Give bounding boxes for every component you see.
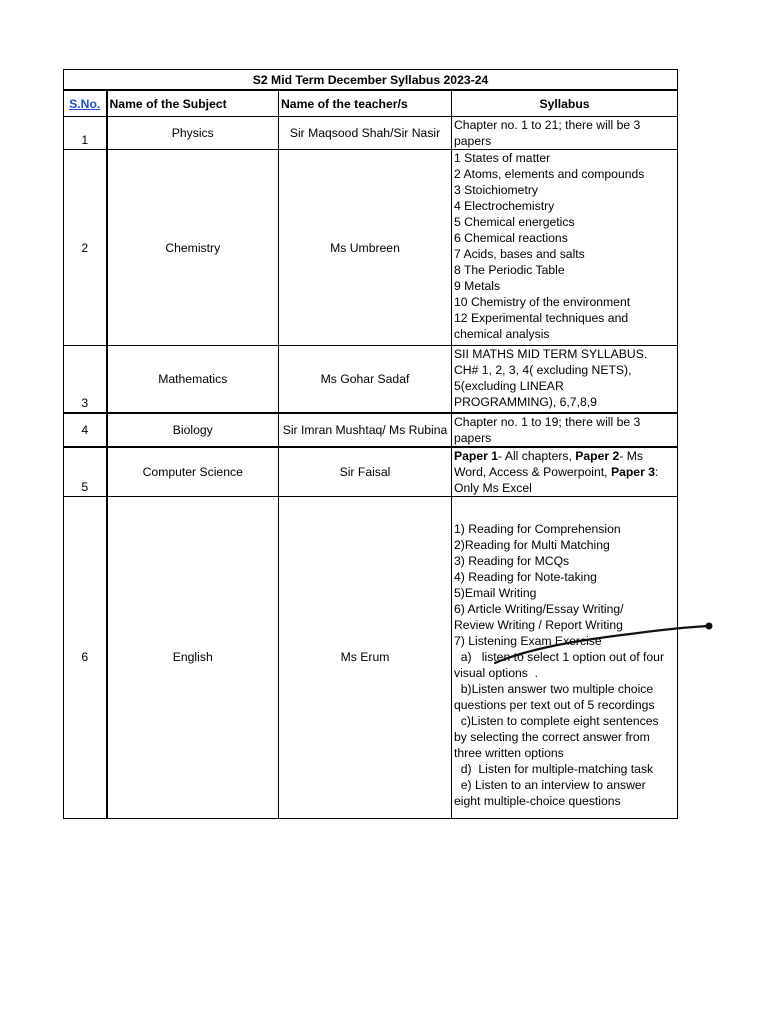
row-syllabus bbox=[452, 413, 678, 447]
syllabus-line: 1 States of matter bbox=[454, 151, 551, 165]
row-teacher: Ms Umbreen bbox=[279, 150, 452, 346]
row-sno: 4 bbox=[64, 413, 107, 447]
table-row bbox=[64, 413, 678, 447]
syllabus-line: by selecting the correct answer from bbox=[454, 729, 650, 744]
row-syllabus bbox=[452, 150, 678, 346]
syllabus-line: chemical analysis bbox=[454, 327, 550, 341]
syllabus-line: 2 Atoms, elements and compounds bbox=[454, 167, 645, 181]
row-teacher: Ms Erum bbox=[279, 496, 452, 818]
header-teacher: Name of the teacher/s bbox=[279, 90, 452, 117]
header-row bbox=[64, 90, 678, 117]
row-subject: English bbox=[107, 496, 279, 818]
syllabus-line: three written options bbox=[454, 745, 564, 760]
row-sno: 2 bbox=[64, 150, 107, 346]
row-sno: 6 bbox=[64, 496, 107, 818]
syllabus-line: b)Listen answer two multiple choice bbox=[454, 681, 654, 696]
syllabus-line: 9 Metals bbox=[454, 279, 501, 293]
syllabus-table bbox=[63, 69, 678, 819]
row-subject: Computer Science bbox=[107, 447, 279, 497]
row-subject: Chemistry bbox=[107, 150, 279, 346]
row-sno: 3 bbox=[64, 346, 107, 413]
table-title: S2 Mid Term December Syllabus 2023-24 bbox=[64, 70, 678, 91]
syllabus-line: 8 The Periodic Table bbox=[454, 263, 565, 277]
syllabus-line: 7) Listening Exam Exercise bbox=[454, 633, 602, 648]
syllabus-line: 5)Email Writing bbox=[454, 585, 537, 600]
syllabus-line: d) Listen for multiple-matching task bbox=[454, 761, 654, 776]
syllabus-line: CH# 1, 2, 3, 4( excluding NETS), bbox=[454, 363, 632, 377]
syllabus-line: 2)Reading for Multi Matching bbox=[454, 537, 610, 552]
syllabus-line: 4 Electrochemistry bbox=[454, 199, 555, 213]
syllabus-line: papers bbox=[454, 134, 492, 148]
table-row bbox=[64, 117, 678, 150]
row-subject: Physics bbox=[107, 117, 279, 150]
header-syllabus: Syllabus bbox=[452, 90, 678, 117]
row-subject: Biology bbox=[107, 413, 279, 447]
row-teacher: Ms Gohar Sadaf bbox=[279, 346, 452, 413]
row-teacher: Sir Imran Mushtaq/ Ms Rubina bbox=[279, 413, 452, 447]
table-row bbox=[64, 346, 678, 413]
row-teacher: Sir Faisal bbox=[279, 447, 452, 497]
syllabus-line: 1) Reading for Comprehension bbox=[454, 521, 621, 536]
paper-1-label: Paper 1 bbox=[454, 448, 499, 463]
paper-1-text: - All chapters, bbox=[498, 448, 576, 463]
row-syllabus bbox=[452, 117, 678, 150]
paper-3-text: : Only Ms Excel bbox=[454, 464, 659, 495]
syllabus-line: 5 Chemical energetics bbox=[454, 215, 575, 229]
syllabus-line: 6 Chemical reactions bbox=[454, 231, 568, 245]
syllabus-line: a) listen to select 1 option out of four bbox=[454, 649, 665, 664]
syllabus-line: SII MATHS MID TERM SYLLABUS. bbox=[454, 347, 648, 361]
syllabus-line: visual options . bbox=[454, 665, 539, 680]
syllabus-line: questions per text out of 5 recordings bbox=[454, 697, 655, 712]
syllabus-line: 6) Article Writing/Essay Writing/ bbox=[454, 601, 624, 616]
syllabus-line: 7 Acids, bases and salts bbox=[454, 247, 585, 261]
title-row bbox=[64, 70, 678, 91]
row-syllabus bbox=[452, 496, 678, 818]
syllabus-line: papers bbox=[454, 430, 492, 445]
syllabus-line: 3 Stoichiometry bbox=[454, 183, 538, 197]
table-row bbox=[64, 150, 678, 346]
syllabus-line: 5(excluding LINEAR bbox=[454, 379, 564, 393]
syllabus-line: 12 Experimental techniques and bbox=[454, 311, 629, 325]
row-subject: Mathematics bbox=[107, 346, 279, 413]
row-teacher: Sir Maqsood Shah/Sir Nasir bbox=[279, 117, 452, 150]
row-sno: 5 bbox=[64, 447, 107, 497]
header-subject: Name of the Subject bbox=[107, 90, 279, 117]
row-syllabus bbox=[452, 447, 678, 497]
header-sno[interactable]: S.No. bbox=[64, 90, 107, 117]
paper-3-label: Paper 3 bbox=[610, 464, 655, 479]
syllabus-line: c)Listen to complete eight sentences bbox=[454, 713, 659, 728]
row-sno: 1 bbox=[64, 117, 107, 150]
paper-2-text: - Ms Word, Access & Powerpoint, bbox=[454, 448, 644, 479]
syllabus-line: Chapter no. 1 to 19; there will be 3 bbox=[454, 414, 641, 429]
syllabus-line: PROGRAMMING), 6,7,8,9 bbox=[454, 395, 597, 409]
syllabus-line: 3) Reading for MCQs bbox=[454, 553, 570, 568]
row-syllabus bbox=[452, 346, 678, 413]
table-row bbox=[64, 447, 678, 497]
syllabus-line: 4) Reading for Note-taking bbox=[454, 569, 597, 584]
syllabus-line: 10 Chemistry of the environment bbox=[454, 295, 631, 309]
syllabus-line: e) Listen to an interview to answer bbox=[454, 777, 646, 792]
syllabus-line: Review Writing / Report Writing bbox=[454, 617, 623, 632]
table-row bbox=[64, 496, 678, 818]
syllabus-line: Chapter no. 1 to 21; there will be 3 bbox=[454, 118, 641, 132]
syllabus-line: eight multiple-choice questions bbox=[454, 793, 621, 808]
paper-2-label: Paper 2 bbox=[575, 448, 620, 463]
